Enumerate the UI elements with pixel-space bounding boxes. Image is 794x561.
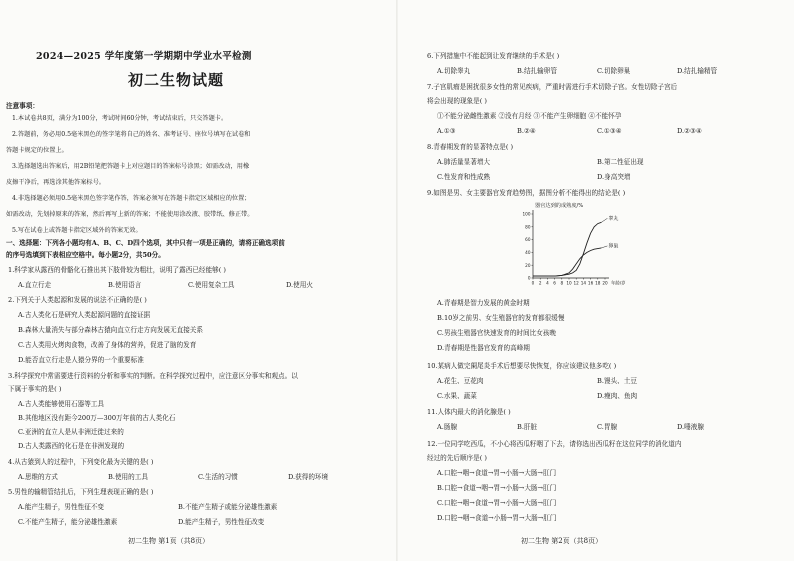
q11-option-b: B.肝脏 — [517, 423, 538, 431]
x-tick-label: 6 — [553, 280, 556, 286]
y-tick-label: 20 — [525, 262, 531, 268]
q2-option-a: A.古人类化石是研究人类起源问题的直接证据 — [18, 311, 151, 319]
question-2: 2.下列关于人类起源和发展的说法不正确的是( ) — [8, 296, 147, 304]
x-tick-label: 18 — [595, 280, 601, 286]
question-3-cont: 下属于事实的是( ) — [8, 385, 62, 393]
section-heading: 一、选择题：下列各小题均有A、B、C、D四个选项，其中只有一项是正确的，请将正确选项前 — [6, 239, 285, 247]
q1-option-a: A.直立行走 — [18, 281, 52, 289]
series-line-testis — [533, 222, 601, 276]
organ-development-chart — [519, 200, 637, 296]
q4-option-c: C.生活的习惯 — [198, 473, 238, 481]
note-line: 3.选择题选出答案后，用2B铅笔把答题卡上对应题目的答案标号涂黑；如需改动，用橡 — [12, 163, 250, 170]
note-line: 4.非选择题必须用0.5毫米黑色签字笔作答，答案必须写在答题卡指定区域相应的位置； — [12, 195, 251, 202]
q12-option-c: C.口腔→咽→食道→胃→小肠→大肠→肛门 — [437, 499, 557, 507]
q7-option-b: B.②④ — [517, 127, 536, 135]
q6-option-b: B.结扎输卵管 — [517, 67, 557, 75]
series-line-ovary — [533, 248, 601, 276]
q9-option-d: D.青春期是性器官发育的高峰期 — [437, 344, 530, 352]
question-3: 3.科学探究中常需要进行资料的分析和事实的判断。在科学探究过程中，应注意区分事实和观点。以 — [8, 372, 298, 380]
x-tick-label: 20 — [602, 280, 608, 286]
q11-option-d: D.唾液腺 — [677, 423, 704, 431]
q7-option-d: D.②③④ — [677, 127, 702, 135]
notes-heading: 注意事项： — [6, 102, 39, 110]
page-footer: 初二生物 第1页（共8页） — [128, 537, 210, 545]
question-12-cont: 经过的先后顺序是( ) — [427, 454, 487, 462]
x-tick-label: 4 — [546, 280, 549, 286]
q8-option-d: D.身高突增 — [597, 173, 631, 181]
note-line: 2.答题前，务必用0.5毫米黑色的签字笔将自己的姓名、准考证号、座位号填写在试卷和 — [12, 131, 251, 138]
x-axis-label: 年龄/岁 — [611, 281, 626, 287]
x-tick-label: 10 — [566, 280, 572, 286]
note-line: 答题卡规定的位置上。 — [6, 147, 68, 154]
q10-option-c: C.水果、蔬菜 — [437, 392, 477, 400]
q11-option-c: C.胃腺 — [597, 423, 618, 431]
question-7-cont: 将会出现的现象是( ) — [427, 97, 487, 105]
q9-option-b: B.10岁之前男、女生殖器官的发育都很缓慢 — [437, 314, 565, 322]
x-tick-label: 12 — [573, 280, 579, 286]
q5-option-c: C.不能产生精子，能分泌雄性激素 — [18, 518, 118, 526]
q6-option-d: D.结扎输精管 — [677, 67, 718, 75]
q8-option-b: B.第二性征出现 — [597, 158, 644, 166]
question-4: 4.从古猿到人的过程中，下列变化最为关键的是( ) — [8, 458, 154, 466]
q10-option-d: D.瘦肉、鱼肉 — [597, 392, 638, 400]
note-line: 5.写在试卷上或答题卡指定区域外的答案无效。 — [12, 227, 142, 234]
q4-option-d: D.获得的环境 — [288, 473, 329, 481]
q3-option-a: A.古人类能够使用石器等工具 — [18, 400, 104, 408]
q1-option-b: B.使用语言 — [108, 281, 142, 289]
q9-option-c: C.男孩生殖器官快速发育的时间比女孩晚 — [437, 329, 556, 337]
q12-option-b: B.口腔→食道→咽→胃→小肠→大肠→肛门 — [437, 484, 557, 492]
q10-option-b: B.馒头、土豆 — [597, 377, 637, 385]
y-tick-label: 60 — [525, 237, 531, 243]
q12-option-d: D.口腔→咽→食道→小肠→胃→大肠→肛门 — [437, 514, 557, 522]
q3-option-d: D.古人类露西的化石是在非洲发现的 — [18, 442, 125, 450]
subject-title: 初二生物试题 — [128, 71, 225, 89]
q1-option-d: D.使用火 — [286, 281, 313, 289]
q8-option-a: A.肺活量显著增大 — [437, 158, 491, 166]
q2-option-d: D.能否直立行走是人猿分界的一个重要标准 — [18, 356, 144, 364]
page-footer: 初二生物 第2页（共8页） — [521, 537, 603, 545]
q9-option-a: A.青春期是智力发展的黄金时期 — [437, 299, 530, 307]
question-12: 12.一位同学吃西瓜，不小心将西瓜籽咽了下去，请你选出西瓜籽在这位同学的消化道内 — [427, 440, 682, 448]
q4-option-b: B.使用的工具 — [108, 473, 148, 481]
chart-title: 器官达到的成熟度/% — [535, 203, 584, 209]
q10-option-a: A.花生、豆花肉 — [437, 377, 484, 385]
q6-option-a: A.切除睾丸 — [437, 67, 471, 75]
note-line: 皮擦干净后，再选涂其他答案标号。 — [6, 179, 105, 186]
question-8: 8.青春期发育的显著特点是( ) — [427, 143, 514, 151]
q4-option-a: A.思维的方式 — [18, 473, 58, 481]
y-tick-label: 100 — [522, 211, 531, 217]
q5-option-a: A.能产生精子，男性性征不变 — [18, 503, 104, 511]
q3-option-c: C.亚洲的直立人是从非洲迁徙过来的 — [18, 428, 124, 436]
question-1: 1.科学家从露西的骨骼化石推出其下肢骨较为粗壮，说明了露西已经能够( ) — [8, 266, 226, 274]
x-tick-label: 2 — [538, 280, 542, 286]
q7-items: ①不能分泌雌性激素 ②没有月经 ③不能产生卵细胞 ④不能怀孕 — [437, 112, 622, 120]
exam-title: 2024—2025 学年度第一学期期中学业水平检测 — [36, 51, 252, 62]
q8-option-c: C.性发育和性成熟 — [437, 173, 491, 181]
q6-option-c: C.切除卵巢 — [597, 67, 631, 75]
q1-option-c: C.使用复杂工具 — [188, 281, 235, 289]
question-6: 6.下列措施中不能起到让发育继续的手术是( ) — [427, 52, 560, 60]
x-tick-label: 14 — [580, 280, 587, 286]
y-tick-label: 80 — [525, 224, 531, 230]
q7-option-a: A.①③ — [437, 127, 456, 135]
q5-option-b: B.不能产生精子或能分泌雄性激素 — [178, 503, 278, 511]
x-tick-label: 8 — [560, 280, 564, 286]
q5-option-d: D.能产生精子，男性性征改变 — [178, 518, 265, 526]
note-line: 1.本试卷共8页，满分为100分，考试时间60分钟，考试结束后，只交答题卡。 — [12, 115, 228, 122]
question-5: 5.男性的输精管结扎后，下列生理表现正确的是( ) — [8, 488, 154, 496]
question-10: 10.某病人做完阑尾炎手术后想要尽快恢复，你应该建议他多吃( ) — [427, 362, 617, 370]
series-label: 卵巢 — [608, 243, 619, 250]
question-9: 9.如图是男、女主要器官发育趋势图，据图分析不能得出的结论是( ) — [427, 189, 626, 197]
note-line: 如需改动，先划掉原来的答案，然后再写上新的答案；不能使用涂改液、胶带纸、修正带。 — [6, 211, 254, 218]
question-11: 11.人体内最大的消化腺是( ) — [427, 408, 511, 416]
series-label: 睾丸 — [608, 216, 619, 223]
series-leader — [601, 218, 607, 222]
y-tick-label: 40 — [525, 250, 531, 255]
x-tick-label: 0 — [531, 280, 535, 286]
q12-option-a: A.口腔→咽→食道→胃→小肠→大肠→肛门 — [437, 469, 557, 477]
q7-option-c: C.①③④ — [597, 127, 622, 135]
page-2 — [397, 0, 794, 561]
y-tick-label: 0 — [527, 275, 531, 281]
q3-option-b: B.其他地区没有距今200万—300万年前的古人类化石 — [18, 414, 176, 422]
q2-option-c: C.古人类用火烤肉食物，改善了身体的营养，促进了脑的发育 — [18, 341, 197, 349]
question-7: 7.子宫肌瘤是困扰很多女性的常见疾病，严重时需进行手术切除子宫。女性切除子宫后 — [427, 83, 678, 91]
x-tick-label: 16 — [587, 280, 594, 286]
q2-option-b: B.森林大量消失与部分森林古猿向直立行走方向发展无直接关系 — [18, 326, 203, 334]
q11-option-a: A.肠腺 — [437, 423, 458, 431]
section-heading-cont: 的序号选填到下表相应空格中。每小题2分，共50分。 — [6, 251, 165, 259]
series-leader — [601, 246, 607, 248]
